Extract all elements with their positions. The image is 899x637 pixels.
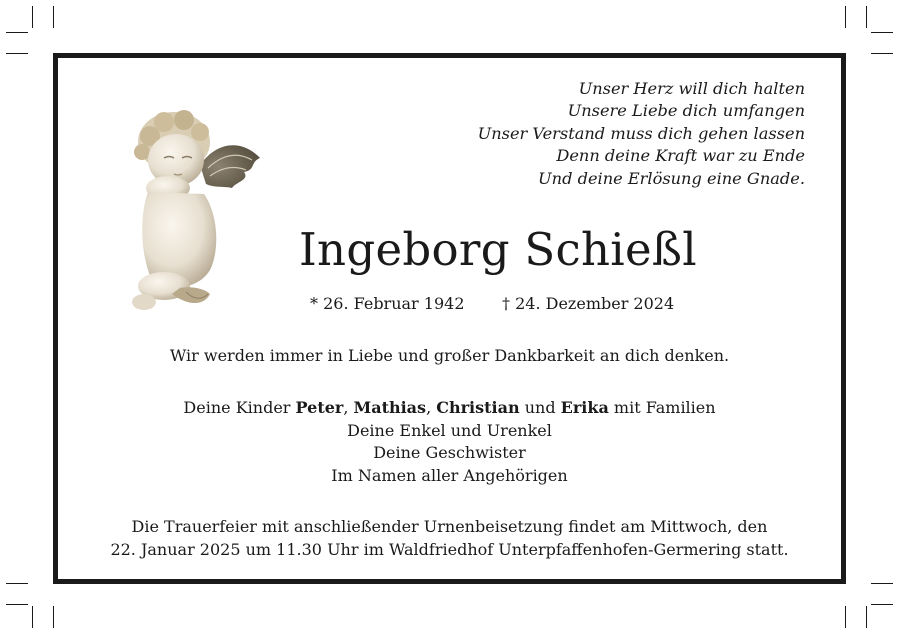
funeral-line: 22. Januar 2025 um 11.30 Uhr im Waldfriedhof Unterpfaffenhofen-Germering statt. — [110, 539, 789, 559]
poem-line: Denn deine Kraft war zu Ende — [556, 146, 805, 166]
death-date: † 24. Dezember 2024 — [502, 294, 675, 313]
separator: , — [343, 398, 349, 417]
birth-date: * 26. Februar 1942 — [310, 294, 465, 313]
crop-mark — [6, 53, 28, 54]
crop-mark — [6, 583, 28, 584]
child-name: Peter — [295, 398, 344, 417]
crop-mark — [871, 53, 893, 54]
crop-mark — [866, 6, 867, 28]
funeral-notice — [58, 516, 841, 561]
children-line — [58, 397, 841, 420]
poem — [385, 78, 805, 190]
child-name: Christian — [436, 398, 520, 417]
child-name: Mathias — [353, 398, 427, 417]
children-suffix: mit Familien — [613, 398, 716, 417]
poem-line: Unsere Liebe dich umfangen — [567, 101, 805, 121]
crop-mark — [845, 606, 846, 628]
separator: , — [426, 398, 432, 417]
crop-mark — [6, 604, 28, 605]
cherub-angel-image — [128, 110, 268, 320]
thanks-line: Wir werden immer in Liebe und großer Dankbarkeit an dich denken. — [169, 346, 730, 365]
crop-mark — [6, 32, 28, 33]
crop-mark — [845, 6, 846, 28]
crop-mark — [866, 606, 867, 628]
deceased-name: Ingeborg Schießl — [298, 223, 697, 276]
obituary-frame — [53, 53, 846, 584]
funeral-line: Die Trauerfeier mit anschließender Urnenbeisetzung findet am Mittwoch, den — [131, 517, 768, 536]
poem-line: Und deine Erlösung eine Gnade. — [538, 168, 805, 188]
siblings-line: Deine Geschwister — [373, 443, 526, 462]
crop-mark — [53, 606, 54, 628]
crop-mark — [871, 32, 893, 33]
child-name: Erika — [560, 398, 609, 417]
crop-mark — [871, 604, 893, 605]
crop-mark — [32, 606, 33, 628]
conjunction: und — [524, 398, 556, 417]
crop-mark — [871, 583, 893, 584]
family-block — [58, 397, 841, 487]
crop-mark — [32, 6, 33, 28]
relatives-line: Im Namen aller Angehörigen — [331, 465, 568, 485]
children-prefix: Deine Kinder — [183, 398, 291, 417]
poem-line: Unser Herz will dich halten — [578, 79, 805, 98]
poem-line: Unser Verstand muss dich gehen lassen — [477, 123, 805, 143]
grandchildren-line: Deine Enkel und Urenkel — [347, 420, 552, 440]
crop-mark — [53, 6, 54, 28]
